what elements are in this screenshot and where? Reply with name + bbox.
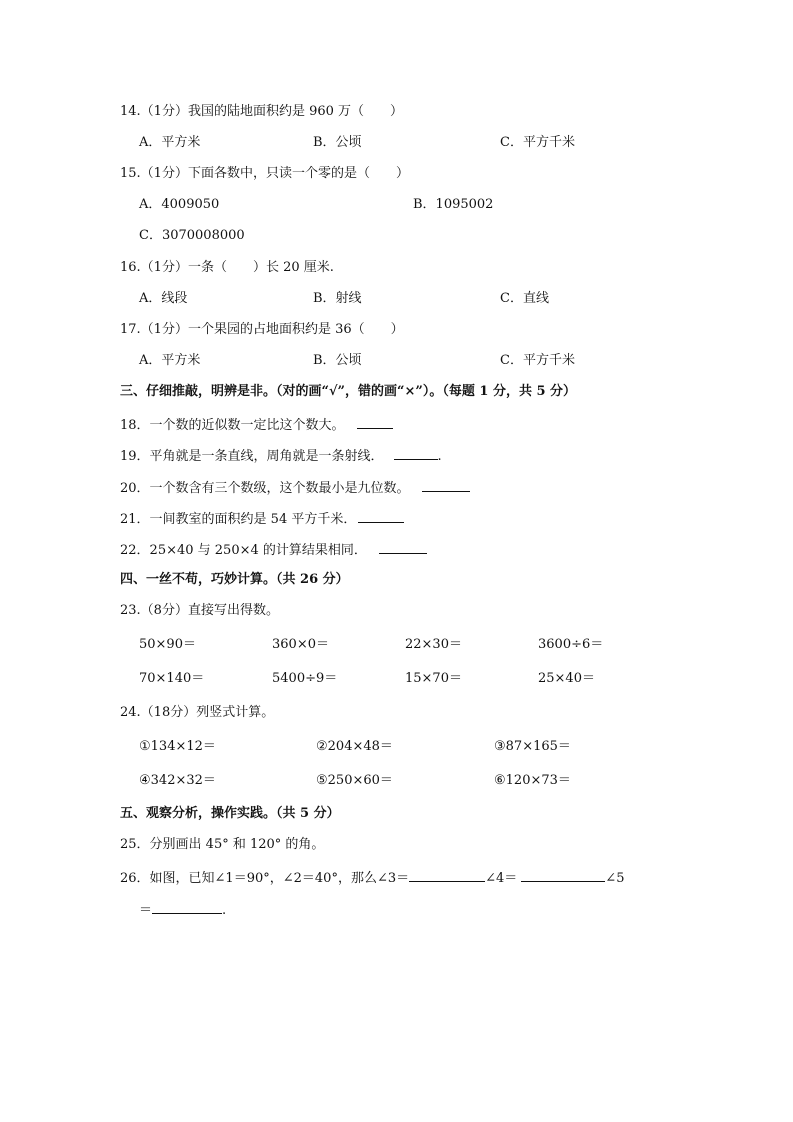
- question-22-text: 22．25×40 与 250×4 的计算结果相同．: [120, 543, 367, 558]
- calc-item: 360×0＝: [272, 637, 329, 652]
- question-16-option-a: A．线段: [139, 291, 188, 306]
- question-16-option-b: B．射线: [313, 291, 362, 306]
- question-15-option-a: A．4009050: [139, 197, 220, 212]
- answer-blank-19[interactable]: [394, 447, 438, 460]
- question-16-option-c: C．直线: [500, 291, 549, 306]
- question-21: [120, 510, 404, 528]
- question-20: [120, 479, 470, 497]
- calc-item: 15×70＝: [405, 671, 462, 686]
- answer-blank-21[interactable]: [358, 510, 404, 523]
- answer-blank-26-angle4[interactable]: [521, 869, 605, 882]
- question-15-option-b: B．1095002: [413, 197, 494, 212]
- question-20-text: 20．一个数含有三个数级，这个数最小是九位数。: [120, 481, 410, 496]
- calc-item: 70×140＝: [139, 671, 205, 686]
- question-17-option-c: C．平方千米: [500, 353, 575, 368]
- answer-blank-22[interactable]: [379, 541, 427, 554]
- question-26-part3: ∠5: [605, 871, 625, 886]
- question-21-text: 21．一间教室的面积约是 54 平方千米．: [120, 512, 357, 527]
- question-24-stem: 24.（18分）列竖式计算。: [120, 705, 275, 720]
- question-14-stem: 14.（1分）我国的陆地面积约是 960 万（ ）: [120, 104, 404, 119]
- vertical-calc-item: ⑥120×73＝: [494, 773, 571, 788]
- calc-item: 22×30＝: [405, 637, 462, 652]
- vertical-calc-item: ④342×32＝: [139, 773, 216, 788]
- vertical-calc-item: ②204×48＝: [316, 739, 393, 754]
- question-26-part1: 26．如图，已知∠1＝90°，∠2＝40°，那么∠3＝: [120, 871, 410, 886]
- calc-item: 25×40＝: [538, 671, 595, 686]
- question-23-stem: 23.（8分）直接写出得数。: [120, 603, 279, 618]
- question-14-option-a: A．平方米: [139, 135, 201, 150]
- question-19-tail: .: [437, 449, 442, 464]
- question-26-end: .: [222, 903, 227, 918]
- question-14-option-c: C．平方千米: [500, 135, 575, 150]
- calc-item: 3600÷6＝: [538, 637, 604, 652]
- question-19-text: 19．平角就是一条直线，周角就是一条射线．: [120, 449, 384, 464]
- question-25: 25．分别画出 45° 和 120° 的角。: [120, 837, 325, 852]
- answer-blank-26-angle5[interactable]: [152, 901, 222, 914]
- question-14-option-b: B．公顷: [313, 135, 362, 150]
- question-26-line2: [139, 901, 226, 919]
- vertical-calc-item: ③87×165＝: [494, 739, 571, 754]
- question-26-line1: [120, 869, 624, 887]
- question-17-option-a: A．平方米: [139, 353, 201, 368]
- question-26-part4: ＝: [139, 903, 153, 918]
- section-5-title: 五、观察分析，操作实践。（共 5 分）: [120, 806, 340, 821]
- question-17-option-b: B．公顷: [313, 353, 362, 368]
- question-15-option-c: C．3070008000: [139, 228, 245, 243]
- vertical-calc-item: ①134×12＝: [139, 739, 216, 754]
- question-17-stem: 17.（1分）一个果园的占地面积约是 36（ ）: [120, 322, 404, 337]
- question-19: [120, 447, 442, 465]
- section-4-title: 四、一丝不苟，巧妙计算。（共 26 分）: [120, 572, 349, 587]
- section-3-title: 三、仔细推敲，明辨是非。（对的画“√”，错的画“×”）。（每题 1 分，共 5 分）: [120, 384, 577, 399]
- vertical-calc-item: ⑤250×60＝: [316, 773, 393, 788]
- answer-blank-20[interactable]: [422, 479, 470, 492]
- answer-blank-26-angle3[interactable]: [409, 869, 485, 882]
- calc-item: 50×90＝: [139, 637, 196, 652]
- question-16-stem: 16.（1分）一条（ ）长 20 厘米.: [120, 260, 334, 275]
- question-22: [120, 541, 427, 559]
- calc-item: 5400÷9＝: [272, 671, 338, 686]
- question-18-text: 18．一个数的近似数一定比这个数大。: [120, 418, 345, 433]
- question-18: [120, 416, 393, 434]
- question-26-part2: ∠4＝: [485, 871, 518, 886]
- question-15-stem: 15.（1分）下面各数中，只读一个零的是（ ）: [120, 166, 409, 181]
- answer-blank-18[interactable]: [357, 416, 393, 429]
